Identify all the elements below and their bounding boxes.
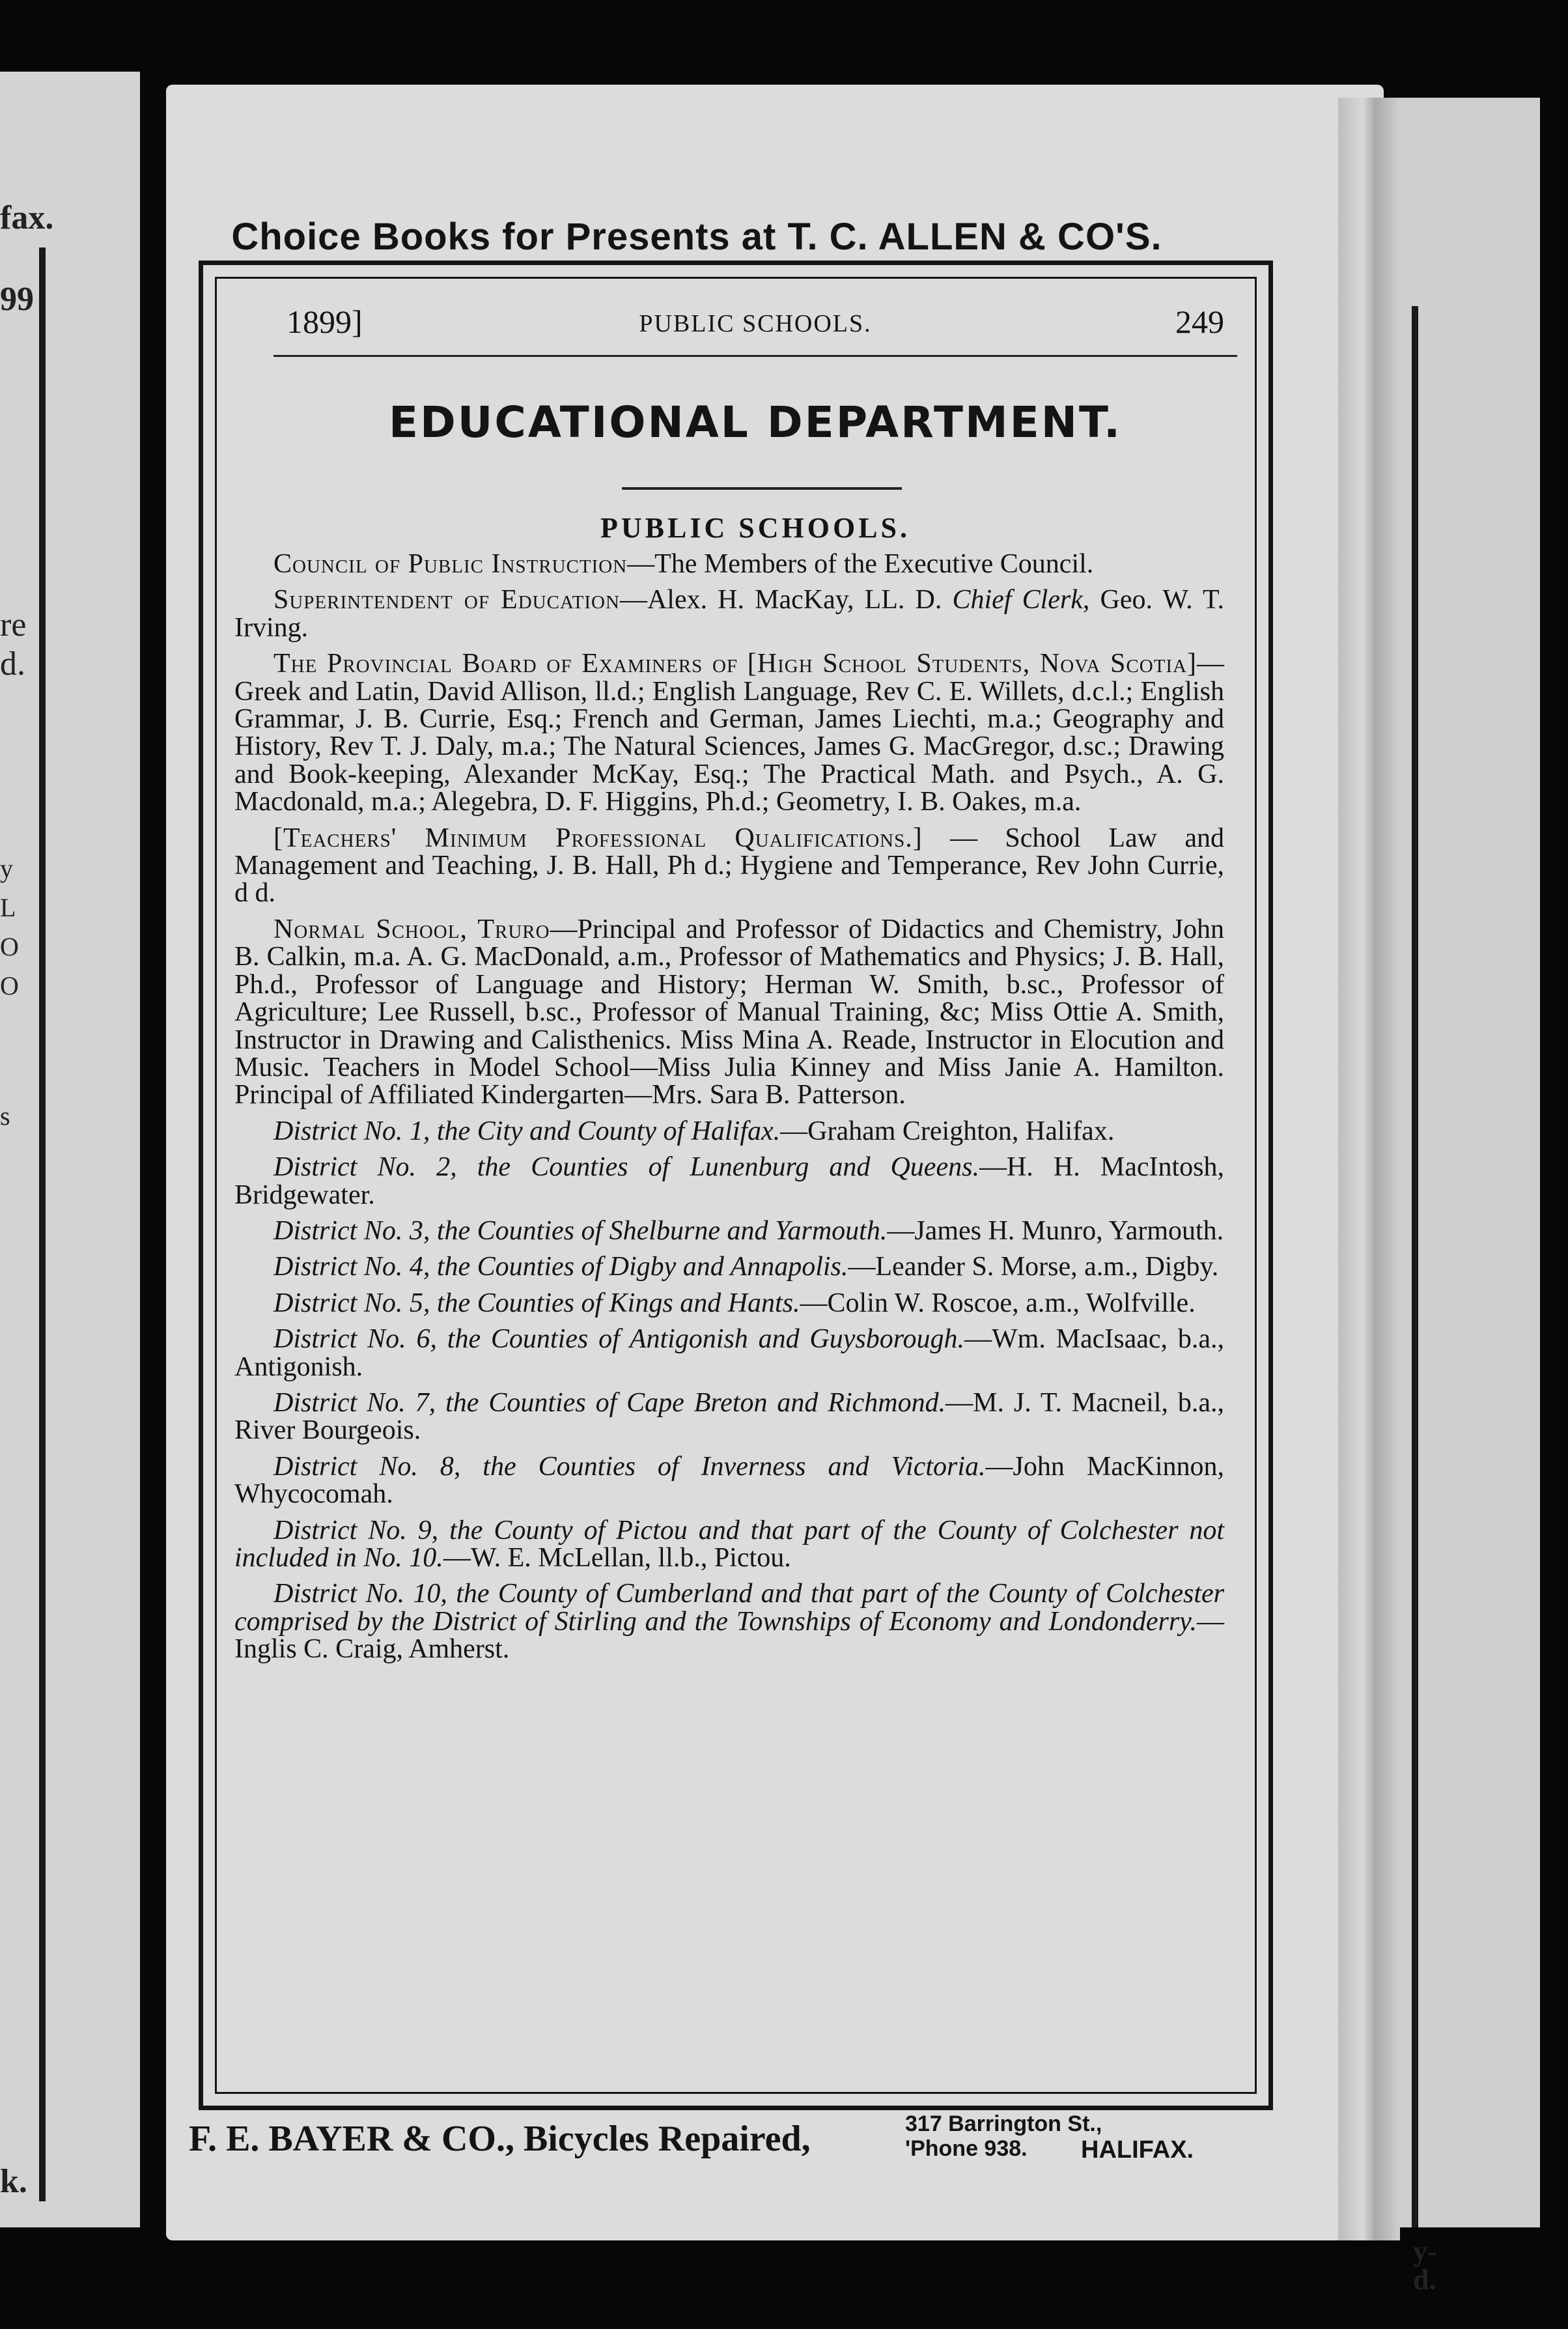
left-page-fragment: k. <box>0 2163 27 2200</box>
advertisement-city: HALIFAX. <box>1081 2136 1194 2164</box>
district-person: —M. J. T. Macneil, b.a., River Bourgeois. <box>234 1387 1225 1446</box>
district-entry <box>234 1153 1224 1209</box>
entry-head: Council of Public Instruction <box>273 549 628 579</box>
entry-text: —Alex. H. MacKay, LL. D. <box>619 585 942 615</box>
entry-role: Chief Clerk <box>952 585 1083 615</box>
district-entry <box>234 1118 1224 1145</box>
district-label: District No. 2, the Counties of Lunenburg and Queens. <box>273 1152 979 1183</box>
district-label: District No. 3, the Counties of Shelburne and Yarmouth. <box>273 1215 888 1246</box>
entry-head: Superintendent of Education <box>273 585 620 615</box>
district-label: District No. 1, the City and County of Halifax. <box>273 1116 781 1146</box>
district-entry <box>234 1290 1224 1317</box>
district-entry <box>234 1389 1224 1445</box>
advertisement-main: F. E. BAYER & CO., Bicycles Repaired, <box>189 2119 811 2159</box>
page-number: 249 <box>1175 303 1224 340</box>
district-entry <box>234 1217 1224 1245</box>
left-page-fragment: O <box>0 932 19 961</box>
entry-head: Normal School, Truro <box>273 914 550 944</box>
advertisement-address: 317 Barrington St., 'Phone 938. <box>905 2111 1102 2161</box>
district-label: District No. 7, the Counties of Cape Breton and Richmond. <box>273 1387 946 1418</box>
district-label: District No. 5, the Counties of Kings and Hants. <box>273 1288 800 1318</box>
district-person: —Colin W. Roscoe, a.m., Wolfville. <box>800 1288 1196 1318</box>
entry-text: — School Law and Management and Teaching, J. B. Hall, Ph d.; Hygiene and Temperance, Rev John Currie, d d. <box>234 823 1224 909</box>
entry-tail: , Geo. W. T. Irving. <box>234 585 1224 643</box>
district-entry <box>234 1580 1224 1663</box>
district-entry <box>234 1325 1224 1381</box>
entry-superintendent <box>234 586 1224 642</box>
entry-board <box>234 650 1224 815</box>
district-entry <box>234 1453 1224 1508</box>
left-adjacent-page <box>0 72 140 2227</box>
district-label: District No. 8, the Counties of Inverness and Victoria. <box>273 1451 986 1482</box>
left-page-fragment: L <box>0 893 16 922</box>
district-person: —H. H. MacIntosh, Bridgewater. <box>234 1152 1224 1210</box>
left-page-fragment: O <box>0 971 19 1000</box>
district-person: —Graham Creighton, Halifax. <box>780 1116 1115 1146</box>
left-page-fragment: y <box>0 854 13 883</box>
entry-text: —The Members of the Executive Council. <box>627 549 1094 579</box>
right-page-fragment: y- d. <box>1413 2235 1437 2296</box>
section-title: PUBLIC SCHOOLS. <box>600 512 910 544</box>
running-head-title: PUBLIC SCHOOLS. <box>639 310 872 337</box>
left-page-fragment: s <box>0 1101 10 1131</box>
bottom-advertisement <box>189 2105 1231 2170</box>
district-label: District No. 6, the Counties of Antigonish and Guysborough. <box>273 1324 965 1355</box>
district-entry <box>234 1253 1224 1280</box>
entry-text: —Greek and Latin, David Allison, ll.d.; English Language, Rev C. E. Willets, d.c.l.; English Grammar, J. B. Currie, Esq.; French and German, James Liechti, m.a.; Geography and History, Rev T. J. Daly, m.a.; The Natural Sciences, James G. MacGregor, d.sc.; Drawing and Book-keeping, Alexander McKay, Esq.; The Practical Math. and Psych., A. G. Macdonald, m.a.; Alegebra, D. F. Higgins, Ph.d.; Geometry, I. B. Oakes, m.a. <box>234 649 1224 817</box>
left-page-fragment: d. <box>0 645 25 683</box>
running-head-year: 1899] <box>287 303 363 340</box>
district-entry <box>234 1517 1224 1572</box>
left-page-border <box>39 247 46 2201</box>
district-person: —John MacKinnon, Whycocomah. <box>234 1451 1224 1510</box>
running-head <box>273 303 1237 357</box>
entry-teachers <box>234 825 1224 907</box>
entry-text: —Principal and Professor of Didactics and Chemistry, John B. Calkin, m.a. A. G. MacDonald, a.m., Professor of Mathematics and Physics; J. B. Hall, Ph.d., Professor of Language and History; Herman W. Smith, b.sc., Professor of Agriculture; Lee Russell, b.sc., Professor of Manual Training, &c; Miss Ottie A. Smith, Instructor in Drawing and Calisthenics. Miss Mina A. Reade, Instructor in Elocution and Music. Teachers in Model School—Miss Julia Kinney and Miss Janie A. Hamilton. Principal of Affiliated Kindergarten—Mrs. Sara B. Patterson. <box>234 914 1224 1110</box>
title-rule <box>622 487 902 490</box>
right-page-border <box>1412 306 1418 2227</box>
entry-normal-school <box>234 916 1224 1109</box>
department-title: EDUCATIONAL DEPARTMENT. <box>388 397 1123 447</box>
right-adjacent-page <box>1400 98 1540 2296</box>
entry-head: [Teachers' Minimum Professional Qualifications.] <box>273 823 923 853</box>
district-person: —Leander S. Morse, a.m., Digby. <box>848 1252 1219 1282</box>
entry-head: The Provincial Board of Examiners of [High School Students, Nova Scotia] <box>273 649 1197 679</box>
district-person: —Inglis C. Craig, Amherst. <box>234 1606 1224 1665</box>
page-edge <box>1338 98 1400 2240</box>
entry-council <box>234 550 1224 578</box>
district-label: District No. 4, the Counties of Digby and Annapolis. <box>273 1252 848 1282</box>
district-label: District No. 9, the County of Pictou and that part of the County of Colchester not included in No. 10. <box>234 1515 1224 1573</box>
district-person: —Wm. MacIsaac, b.a., Antigonish. <box>234 1324 1224 1382</box>
top-advertisement: Choice Books for Presents at T. C. ALLEN & CO'S. <box>231 216 1162 258</box>
district-person: —W. E. McLellan, ll.b., Pictou. <box>443 1543 791 1573</box>
page-body <box>234 550 1224 1672</box>
district-label: District No. 10, the County of Cumberland and that part of the County of Colchester comprised by the District of Stirling and the Townships of Economy and Londonderry. <box>234 1579 1224 1637</box>
left-page-fragment: 99 <box>0 281 34 318</box>
district-person: —James H. Munro, Yarmouth. <box>887 1215 1224 1246</box>
left-page-fragment: fax. <box>0 199 54 236</box>
left-page-fragment: re <box>0 606 27 643</box>
